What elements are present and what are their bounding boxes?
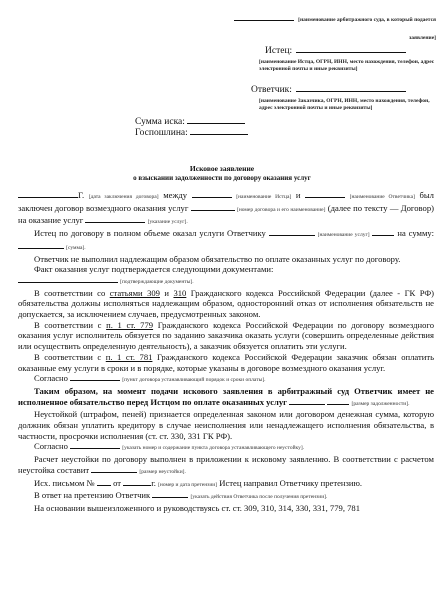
p2-a: Истец по договору в полном объеме оказал услуги Ответчику xyxy=(34,228,266,239)
article-779-link[interactable]: п. 1 ст. 779 xyxy=(106,319,154,330)
defendant-label: Ответчик: xyxy=(251,85,292,95)
plaintiff-label: Истец: xyxy=(265,46,293,56)
p12-a: Расчет неустойки по договору выполнен в приложении к исковому заявлению. В соответствии с расчетом неустойка составит xyxy=(18,454,434,475)
debt-blank xyxy=(289,404,325,405)
p8-a: Согласно xyxy=(34,373,68,384)
p4-text: Факт оказания услуг подтверждается следующими документами: xyxy=(34,264,274,275)
document-title: Исковое заявление xyxy=(189,164,255,173)
service-name-blank xyxy=(269,235,315,236)
p1-g: был заключен договор возмездного оказания услуг xyxy=(18,190,434,213)
p9-ref: [размер задолженности]. xyxy=(351,400,410,407)
plaintiff-desc: [наименование Истца, ОГРН, ИНН, место нахождения, телефон, адрес электронной почты и иные реквизиты] xyxy=(259,59,435,72)
duty-blank xyxy=(190,134,248,135)
p7-c: Гражданского кодекса Российской Федерации заказчик обязан оплатить оказанные ему услуги в сроки и в порядке, которые указаны в договоре возмездного оказания услуг. xyxy=(18,351,435,373)
p14-a: В ответ на претензию Ответчик xyxy=(34,490,151,501)
p1-f: [наименование Ответчика] xyxy=(349,194,415,200)
defendant-name-blank xyxy=(305,197,345,198)
p1-a: Г. xyxy=(78,190,85,200)
service-name-blank-2 xyxy=(372,235,394,236)
para-penalty: Неустойкой (штрафом, пеней) признается определенная законом или договором денежная сумма, которую должник обязан уплатить кредитору в случае неисполнения или ненадлежащего исполнения обязательства, в частности, просрочки исполнения (ст. ст. 330, 331 ГК РФ). xyxy=(18,409,434,441)
p1-b: [дата заключения договора] xyxy=(88,194,159,200)
court-block xyxy=(231,8,436,44)
p7-a: В соответствии с xyxy=(34,351,102,362)
response-blank xyxy=(152,497,188,498)
p13-b: от xyxy=(113,477,122,488)
claim-sum-row xyxy=(135,117,245,127)
para-penalty-clause xyxy=(18,441,434,454)
para-781 xyxy=(18,352,434,373)
p13-e: Истец направил Ответчику претензию. xyxy=(219,477,363,488)
p13-c: г. xyxy=(151,477,156,488)
defendant-blank xyxy=(296,91,406,92)
p1-h: [номер договора и его наименование] xyxy=(236,206,326,213)
p6-c: Гражданского кодекса Российской Федерации по договору возмездного оказания услуг исполнитель обязуется по заданию заказчика оказать услуги (совершить определенные действия или осуществить определенную деятельность), а заказчик обязуется оплатить эти услуги. xyxy=(18,319,435,352)
article-309-link[interactable]: статьями 309 xyxy=(109,287,160,298)
letter-num-blank xyxy=(97,485,111,486)
p2-c: на сумму: xyxy=(397,228,434,239)
p6-a: В соответствии с xyxy=(34,319,102,330)
defendant-desc: [наименование Заказчика, ОГРН, ИНН, место нахождения, телефон, адрес электронной почты и иные реквизиты] xyxy=(259,98,430,111)
p13-a: Исх. письмом № xyxy=(34,477,95,488)
p8-b: [пункт договора устанавливающий порядок и сроки оплаты]. xyxy=(122,377,266,384)
p11-b: [указать номер и содержание пункта договора устанавливающего неустойку]. xyxy=(122,445,305,452)
letter-date-blank xyxy=(123,485,151,486)
p1-d: [наименование Истца] xyxy=(236,194,292,200)
plaintiff-name-blank xyxy=(192,197,232,198)
article-781-link[interactable]: п. 1 ст. 781 xyxy=(105,351,153,362)
court-desc: [наименование арбитражного суда, в который подается заявление] xyxy=(298,17,436,41)
para-payment-terms xyxy=(18,373,434,386)
services-blank xyxy=(85,222,145,223)
para-779 xyxy=(18,320,434,352)
penalty-clause-blank xyxy=(70,448,120,449)
date-blank xyxy=(18,197,78,198)
p1-i: (далее по тексту — Договор) на оказание услуг xyxy=(18,202,434,226)
para-309-310 xyxy=(18,288,434,320)
p13-d: [номер и дата претензии] xyxy=(158,481,218,488)
sum-blank xyxy=(18,248,64,249)
penalty-sum-blank xyxy=(91,472,137,473)
p9-text: Таким образом, на момент подачи искового заявления в арбитражный суд Ответчик имеет не исполненное обязательство перед Истцом по оплате оказанных услуг xyxy=(18,385,434,407)
contract-num-blank xyxy=(191,210,235,211)
p5-a: В соответствии со xyxy=(34,287,106,298)
para-contract xyxy=(18,190,434,228)
claim-sum-label: Сумма иска: xyxy=(135,117,185,127)
p14-b: [указать действия Ответчика после получения претензии]. xyxy=(190,494,328,501)
duty-row xyxy=(135,128,248,138)
plaintiff-block xyxy=(231,40,436,73)
p5-e: Гражданского кодекса Российской Федерации (далее - ГК РФ) обязательства должны исполняться надлежащим образом, односторонний отказ от исполнения обязательств не допускается, за исключением случаев, предусмотренных законом. xyxy=(18,287,434,320)
p1-e: и xyxy=(295,190,301,200)
para-services xyxy=(18,228,434,253)
para-conclusion xyxy=(18,386,434,409)
debt-blank-2 xyxy=(327,404,349,405)
court-blank xyxy=(234,20,294,21)
evidence-blank xyxy=(18,282,118,283)
article-310-link[interactable]: 310 xyxy=(173,287,187,298)
p11-a: Согласно xyxy=(34,441,68,452)
para-claim-letter xyxy=(18,478,434,491)
para-calculation xyxy=(18,454,434,477)
plaintiff-blank xyxy=(296,52,406,53)
p5-c: и xyxy=(164,287,170,298)
para-not-paid: Ответчик не выполнил надлежащим образом обязательство по оплате оказанных услуг по договору. xyxy=(34,253,401,264)
para-response xyxy=(18,490,434,503)
p1-c: между xyxy=(163,190,188,200)
para-basis: На основании вышеизложенного и руководствуясь ст. ст. 309, 310, 314, 330, 331, 779, 781 xyxy=(34,502,361,513)
p4-ref: [подтверждающие документы]. xyxy=(120,278,194,285)
document-subtitle: о взыскании задолженности по договору оказания услуг xyxy=(133,174,311,182)
p1-j: [указание услуг]. xyxy=(147,219,188,226)
document-body xyxy=(18,190,434,514)
p12-b: [размер неустойки]. xyxy=(139,468,186,475)
p2-b: [наименование услуг] xyxy=(317,232,370,239)
payment-terms-blank xyxy=(70,380,120,381)
p2-d: [сумма]. xyxy=(66,244,86,251)
duty-label: Госпошлина: xyxy=(135,128,188,138)
para-evidence xyxy=(18,264,434,287)
claim-sum-blank xyxy=(187,123,245,124)
defendant-block xyxy=(231,79,436,112)
